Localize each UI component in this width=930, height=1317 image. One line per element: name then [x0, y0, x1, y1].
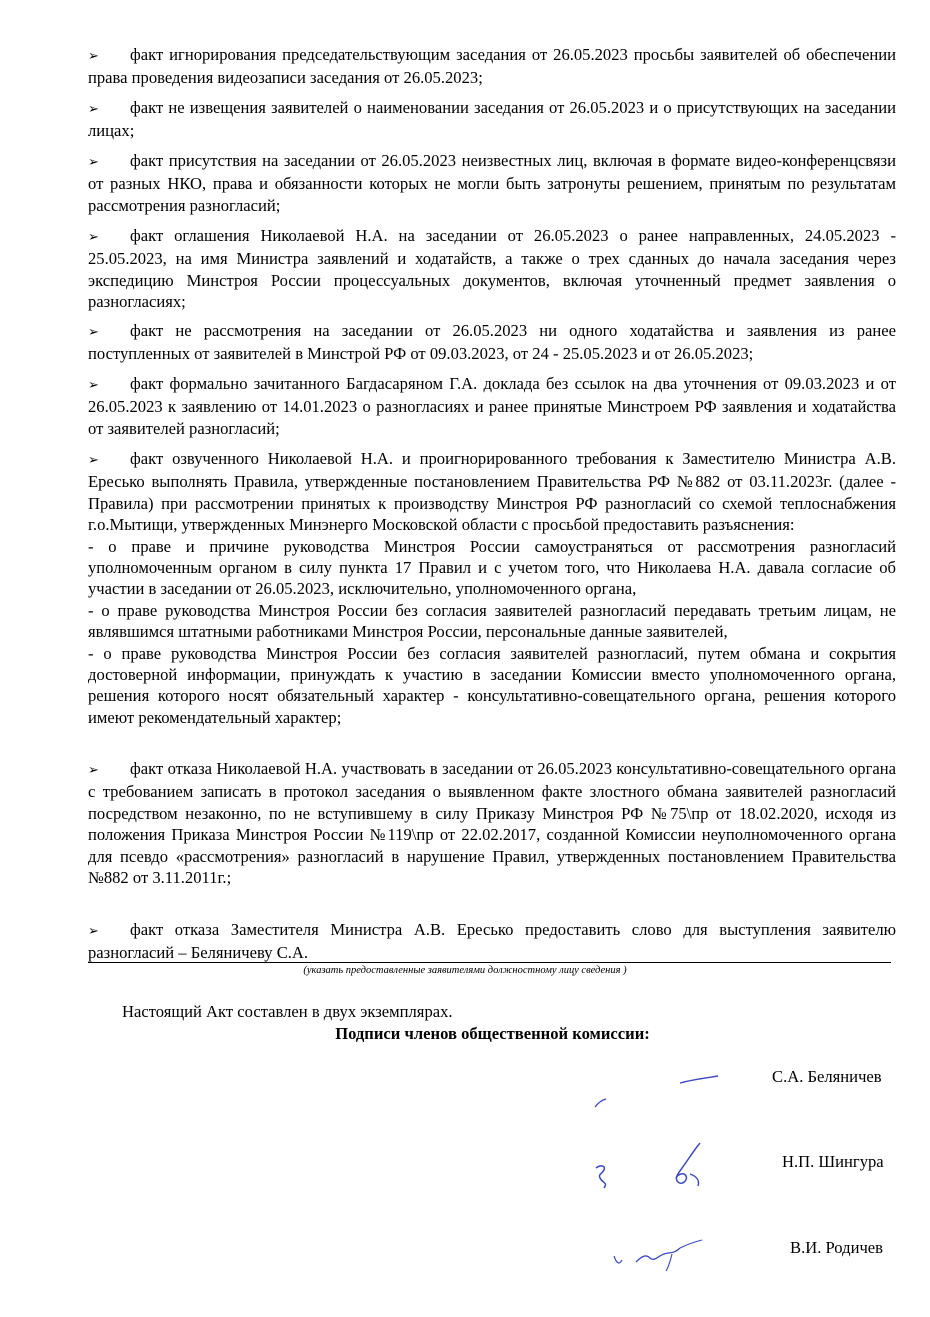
signer-name: С.А. Беляничев — [772, 1067, 882, 1086]
bullet-arrow-icon: ➢ — [88, 325, 99, 340]
sub-item: - о праве руководства Минстроя России без согласия заявителей разногласий, путем обмана и сокрытия достоверной информации, принуждать к участию в заседании Комиссии вместо уполномоченного органа, решения которого носят обязательный характер - консультативно-совещательного органа, решения которого имеют рекомендательный характер; — [88, 643, 896, 727]
bullet-arrow-icon: ➢ — [88, 924, 99, 939]
closing-line: Настоящий Акт составлен в двух экземплярах. — [122, 1002, 453, 1021]
paragraph-text: факт формально зачитанного Багдасаряном Г.А. доклада без ссылок на два уточнения от 09.03.2023 и от 26.05.2023 к заявлению от 14.01.2023 о разногласиях и ранее принятые Минстроем РФ заявления и ходатайства от заявителей разногласий; — [88, 374, 896, 438]
list-item — [88, 919, 896, 964]
paragraph-text: факт игнорирования председательствующим заседания от 26.05.2023 просьбы заявителей об обеспечении права проведения видеозаписи заседания от 26.05.2023; — [88, 45, 896, 88]
bullet-arrow-icon: ➢ — [88, 763, 99, 778]
bullet-arrow-icon: ➢ — [88, 102, 99, 117]
bullet-arrow-icon: ➢ — [88, 378, 99, 393]
signer-name: В.И. Родичев — [790, 1238, 883, 1257]
paragraph-text: факт не рассмотрения на заседании от 26.05.2023 ни одного ходатайства и заявления из ранее поступленных от заявителей в Минстрой РФ от 09.03.2023, от 24 - 25.05.2023 и от 26.05.2023; — [88, 321, 896, 364]
list-item — [88, 373, 896, 439]
list-item — [88, 150, 896, 216]
list-item — [88, 320, 896, 365]
paragraph-text: факт не извещения заявителей о наименовании заседания от 26.05.2023 и о присутствующих на заседании лицах; — [88, 98, 896, 141]
signature-2-handwriting — [590, 1138, 720, 1190]
footnote: (указать предоставленные заявителями должностному лицу сведения ) — [303, 965, 627, 976]
list-item — [88, 758, 896, 888]
paragraph-text: факт отказа Заместителя Министра А.В. Ересько предоставить слово для выступления заявителю разногласий – Беляничеву С.А. — [88, 920, 896, 963]
signatures-heading: Подписи членов общественной комиссии: — [335, 1024, 650, 1043]
sub-item: - о праве руководства Минстроя России без согласия заявителей разногласий передавать третьим лицам, не являвшимся штатными работниками Минстроя России, персональные данные заявителей, — [88, 600, 896, 642]
bullet-arrow-icon: ➢ — [88, 453, 99, 468]
bullet-arrow-icon: ➢ — [88, 155, 99, 170]
paragraph-text: факт озвученного Николаевой Н.А. и проигнорированного требования к Заместителю Министра А.В. Ересько выполнять Правила, утвержденные постановлением Правительства РФ №882 от 03.11.2023г. (далее - Правила) при рассмотрении принятых к производству Минстроя РФ разногласий со схемой теплоснабжения г.о.Мытищи, утвержденных Минэнерго Московской области с просьбой предоставить разъяснения: — [88, 449, 896, 535]
signature-3-handwriting — [610, 1238, 720, 1272]
list-item — [88, 97, 896, 142]
sub-item: - о праве и причине руководства Минстроя России самоустраняться от рассмотрения разногласий уполномоченным органом в силу пункта 17 Правил и с учетом того, что Николаева Н.А. давала согласие об участии в заседании от 26.05.2023, исключительно, уполномоченного органа, — [88, 536, 896, 599]
bullet-arrow-icon: ➢ — [88, 49, 99, 64]
paragraph-text: факт оглашения Николаевой Н.А. на заседании от 26.05.2023 о ранее направленных, 24.05.2023 - 25.05.2023, на имя Министра заявлений и ходатайств, а также о трех сданных до начала заседания через экспедицию Минстроя России процессуальных документов, включая уточненный предмет заявления о разногласиях; — [88, 226, 896, 312]
paragraph-text: факт присутствия на заседании от 26.05.2023 неизвестных лиц, включая в формате видео-конференцсвязи от разных НКО, права и обязанности которых не могли быть затронуты решением, принятым по результатам рассмотрения разногласий; — [88, 151, 896, 215]
list-item — [88, 225, 896, 313]
list-item — [88, 44, 896, 89]
list-item — [88, 448, 896, 728]
signature-1-handwriting — [590, 1070, 730, 1115]
paragraph-text: факт отказа Николаевой Н.А. участвовать в заседании от 26.05.2023 консультативно-совещательного органа с требованием записать в протокол заседания о выявленном факте злостного обмана заявителей разногласий посредством незаконно, по не вступившему в силу Приказу Минстроя РФ №75\пр от 18.02.2020, исходя из положения Приказа Минстроя России №119\пр от 22.02.2017, созданной Комиссии неуполномоченного органа для псевдо «рассмотрения» разногласий в нарушение Правил, утвержденных постановлением Правительства №882 от 3.11.2011г.; — [88, 759, 896, 888]
bullet-arrow-icon: ➢ — [88, 230, 99, 245]
divider-line — [88, 962, 891, 963]
signer-name: Н.П. Шингура — [782, 1152, 884, 1171]
